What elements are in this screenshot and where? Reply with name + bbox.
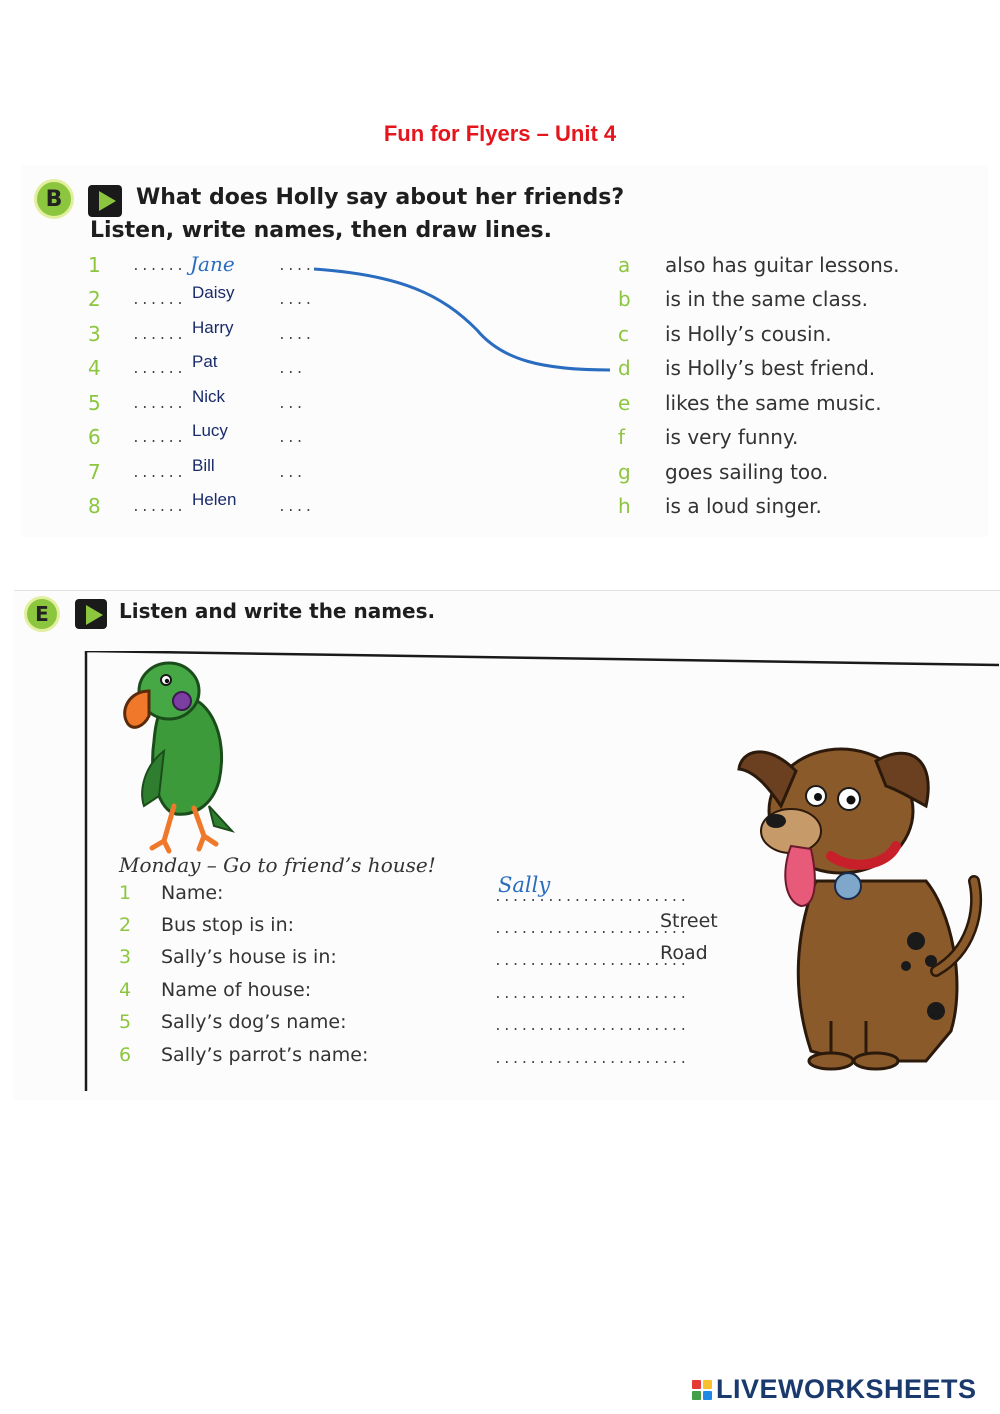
dots-right: .... (278, 259, 314, 274)
row-number: 3 (119, 946, 132, 968)
dots-left: ...... (132, 466, 185, 481)
monday-note: Monday – Go to friend’s house! (119, 853, 436, 877)
row-number: 6 (119, 1044, 132, 1066)
dots-left: ...... (132, 293, 185, 308)
question-number: 1 (88, 253, 101, 277)
question-number: 2 (88, 287, 101, 311)
answer-field[interactable]: Jane (190, 252, 235, 276)
option-letter: b (618, 287, 631, 311)
row-label: Name of house: (161, 979, 312, 1001)
dots-left: ...... (132, 397, 185, 412)
logo-square-2 (703, 1380, 712, 1389)
page-title: Fun for Flyers – Unit 4 (383, 121, 617, 146)
row-dots: ...................... (494, 1019, 689, 1034)
exercise-b (22, 165, 988, 537)
play-audio-icon-e[interactable] (75, 599, 107, 629)
row-label: Sally’s dog’s name: (161, 1011, 347, 1033)
row-dots: ...................... (494, 987, 689, 1002)
brand-text: LIVEWORKSHEETS (716, 1374, 977, 1404)
row-dots: ...................... (494, 954, 689, 969)
dots-left: ...... (132, 328, 185, 343)
dots-right: ... (278, 466, 305, 481)
row-number: 2 (119, 914, 132, 936)
dots-left: ...... (132, 431, 185, 446)
row-number: 1 (119, 882, 132, 904)
row-label: Bus stop is in: (161, 914, 295, 936)
exercise-b-instructions: Listen, write names, then draw lines. (90, 218, 553, 243)
section-badge-e: E (24, 596, 60, 632)
option-letter: e (618, 391, 631, 415)
dots-left: ...... (132, 259, 185, 274)
option-letter: c (618, 322, 629, 346)
exercise-e (14, 590, 1000, 1100)
question-number: 6 (88, 425, 101, 449)
option-text[interactable]: is in the same class. (665, 287, 868, 311)
liveworksheets-logo-icon (692, 1380, 712, 1400)
row-label: Sally’s parrot’s name: (161, 1044, 369, 1066)
option-letter: d (618, 356, 631, 380)
question-number: 4 (88, 356, 101, 380)
row-suffix: Road (660, 942, 708, 964)
dots-left: ...... (132, 362, 185, 377)
dog-icon (736, 731, 986, 1071)
question-number: 5 (88, 391, 101, 415)
question-number: 3 (88, 322, 101, 346)
option-text[interactable]: is Holly’s cousin. (665, 322, 832, 346)
dots-right: .... (278, 500, 314, 515)
option-text[interactable]: is very funny. (665, 425, 799, 449)
parrot-icon (114, 656, 244, 856)
answer-field[interactable]: Nick (192, 387, 226, 406)
section-badge-b: B (34, 179, 74, 219)
dots-right: ... (278, 397, 305, 412)
option-text[interactable]: also has guitar lessons. (665, 253, 900, 277)
option-letter: f (618, 425, 626, 449)
row-dots: ...................... (494, 890, 689, 905)
answer-field[interactable]: Bill (192, 456, 215, 475)
liveworksheets-brand[interactable] (692, 1374, 977, 1405)
row-dots: ...................... (494, 922, 689, 937)
dots-right: .... (278, 293, 314, 308)
option-text[interactable]: is a loud singer. (665, 494, 822, 518)
match-line (22, 165, 988, 537)
option-text[interactable]: is Holly’s best friend. (665, 356, 876, 380)
option-text[interactable]: likes the same music. (665, 391, 882, 415)
dots-left: ...... (132, 500, 185, 515)
answer-field[interactable]: Lucy (192, 421, 228, 440)
logo-square-4 (703, 1391, 712, 1400)
dots-right: .... (278, 328, 314, 343)
row-answer[interactable]: Sally (498, 873, 551, 897)
dots-right: ... (278, 431, 305, 446)
answer-field[interactable]: Daisy (192, 283, 235, 302)
logo-square-3 (692, 1391, 701, 1400)
row-label: Name: (161, 882, 224, 904)
answer-field[interactable]: Harry (192, 318, 234, 337)
question-number: 8 (88, 494, 101, 518)
row-dots: ...................... (494, 1052, 689, 1067)
option-letter: g (618, 460, 631, 484)
option-letter: h (618, 494, 631, 518)
row-number: 5 (119, 1011, 132, 1033)
row-label: Sally’s house is in: (161, 946, 337, 968)
row-suffix: Street (660, 910, 718, 932)
exercise-e-heading: Listen and write the names. (119, 599, 436, 623)
option-letter: a (618, 253, 631, 277)
row-number: 4 (119, 979, 132, 1001)
exercise-b-heading: What does Holly say about her friends? (136, 185, 625, 210)
dots-right: ... (278, 362, 305, 377)
option-text[interactable]: goes sailing too. (665, 460, 829, 484)
answer-field[interactable]: Helen (192, 490, 237, 509)
question-number: 7 (88, 460, 101, 484)
logo-square-1 (692, 1380, 701, 1389)
answer-field[interactable]: Pat (192, 352, 218, 371)
